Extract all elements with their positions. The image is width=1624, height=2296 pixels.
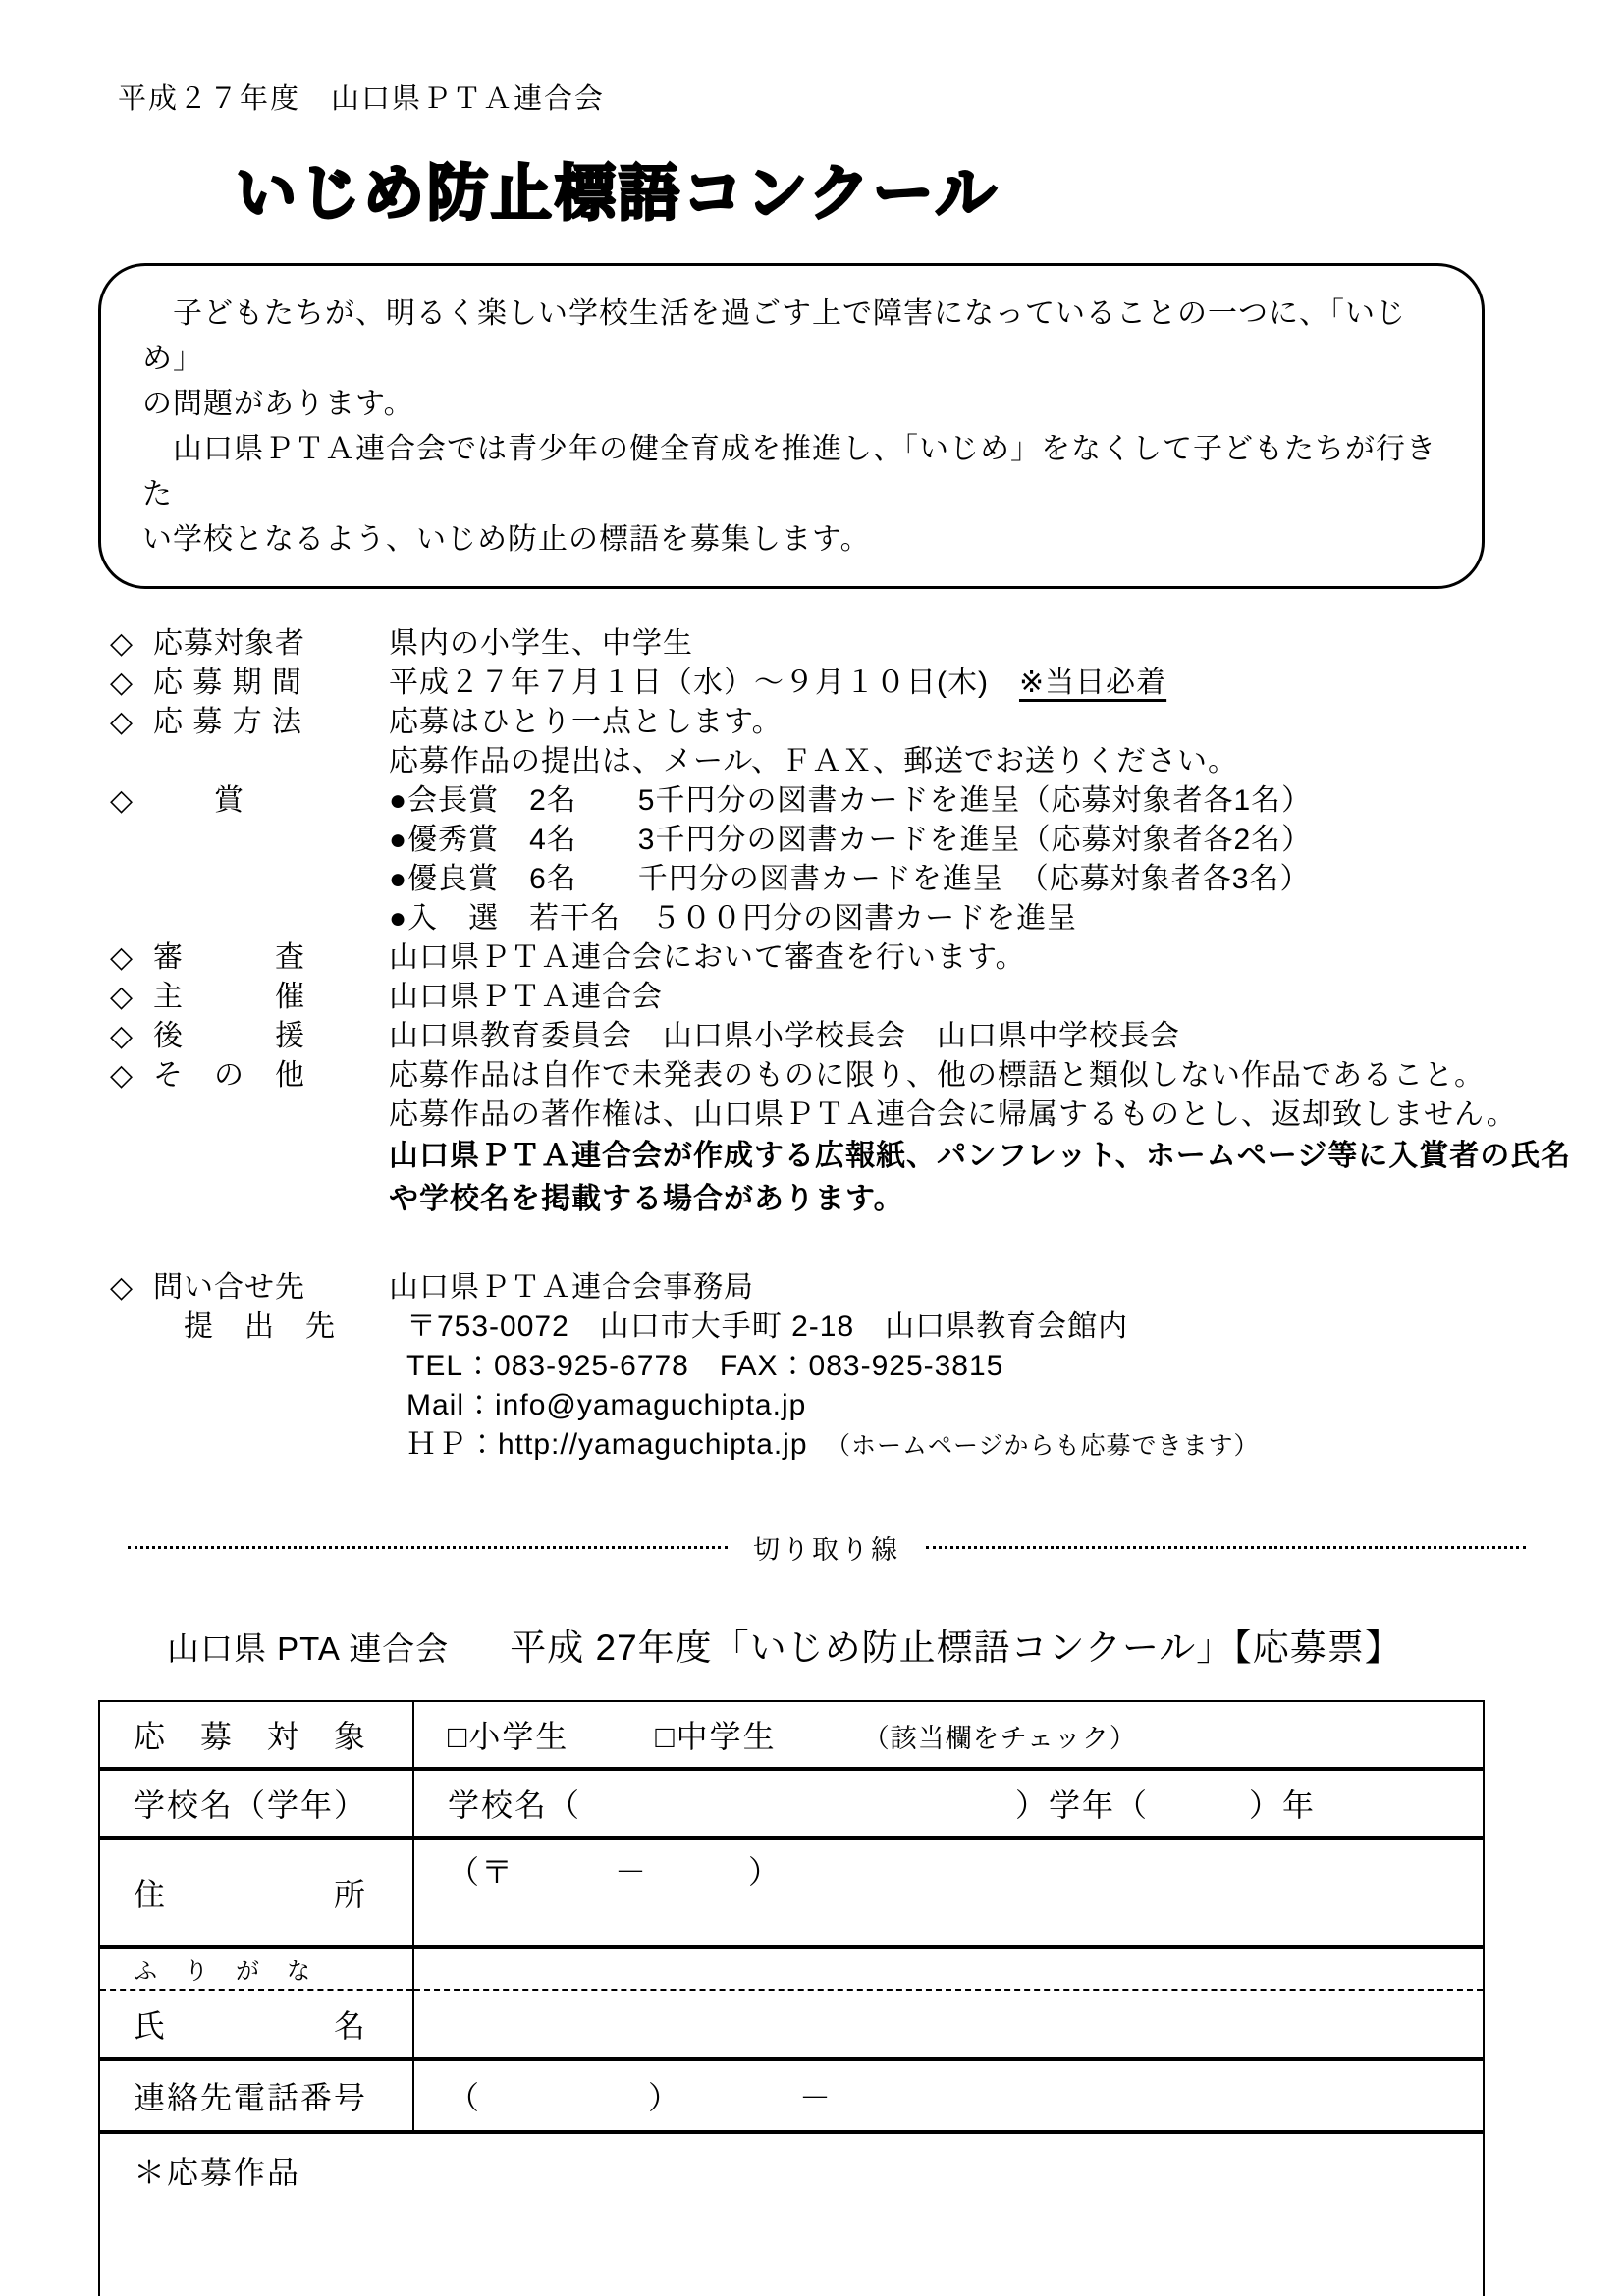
detail-line-other-1 bbox=[110, 1056, 1624, 1095]
row-name bbox=[99, 1990, 1484, 2059]
entry-org: 山口県 PTA 連合会 bbox=[167, 1630, 450, 1667]
entry-work-field: ＊応募作品 bbox=[99, 2132, 1484, 2296]
name-label: 氏 名 bbox=[99, 1990, 413, 2059]
tel-fax: TEL：083-925-6778 FAX：083-925-3815 bbox=[406, 1350, 1004, 1382]
row-furigana bbox=[99, 1947, 1484, 1990]
diamond-icon: ◇ bbox=[110, 706, 135, 738]
entry-title: 平成 27年度「いじめ防止標語コンクール」【応募票】 bbox=[510, 1628, 1402, 1668]
doc-title: いじめ防止標語コンクール bbox=[236, 160, 1000, 228]
target-label: 応 募 対 象 bbox=[99, 1701, 413, 1769]
row-school bbox=[99, 1769, 1484, 1838]
detail-line-prize-1 bbox=[110, 781, 1624, 821]
intro-line: い学校となるよう、いじめ防止の標語を募集します。 bbox=[142, 523, 871, 556]
detail-text: 応募作品の提出は、メール、ＦＡＸ、郵送でお送りください。 bbox=[389, 745, 1238, 777]
diamond-icon: ◇ bbox=[110, 941, 135, 974]
diamond-icon: ◇ bbox=[110, 1059, 135, 1092]
doc-header-line: 平成２７年度 山口県ＰＴＡ連合会 bbox=[118, 83, 606, 115]
entry-form-header bbox=[167, 1618, 1624, 1671]
cut-line-label: 切り取り線 bbox=[753, 1535, 900, 1565]
detail-text: ●会長賞 2名 5千円分の図書カードを進呈（応募対象者各1名） bbox=[389, 784, 1313, 817]
phone-label: 連絡先電話番号 bbox=[99, 2059, 413, 2132]
detail-line-method-2 bbox=[110, 742, 1624, 781]
detail-text: 応募はひとり一点とします。 bbox=[389, 706, 783, 738]
detail-label: 審 査 bbox=[153, 941, 305, 974]
detail-text: 山口県ＰＴＡ連合会 bbox=[389, 981, 663, 1013]
cut-line bbox=[128, 1528, 1526, 1567]
furigana-field bbox=[413, 1947, 1484, 1990]
mail-address: Mail：info@yamaguchipta.jp bbox=[406, 1389, 807, 1421]
detail-label: 賞 bbox=[153, 784, 244, 817]
diamond-icon: ◇ bbox=[110, 667, 135, 699]
detail-label: 後 援 bbox=[153, 1020, 305, 1052]
detail-line-judging bbox=[110, 938, 1624, 978]
intro-line: 山口県ＰＴＡ連合会では青少年の健全育成を推進し、「いじめ」をなくして子どもたちが行きた bbox=[142, 433, 1436, 510]
detail-text: ●入 選 若干名 ５００円分の図書カードを進呈 bbox=[389, 902, 1078, 934]
checkbox-junior-high: □中学生 bbox=[655, 1719, 777, 1754]
detail-line-other-3-bold bbox=[110, 1135, 1624, 1221]
intro-box bbox=[98, 263, 1485, 589]
detail-text: ●優秀賞 4名 3千円分の図書カードを進呈（応募対象者各2名） bbox=[389, 824, 1313, 856]
row-target bbox=[99, 1701, 1484, 1769]
detail-line-target-audience bbox=[110, 624, 1624, 664]
detail-label: 主 催 bbox=[153, 981, 305, 1013]
intro-line: の問題があります。 bbox=[142, 388, 414, 420]
detail-line-method bbox=[110, 703, 1624, 742]
detail-line-support bbox=[110, 1017, 1624, 1056]
postal-address: 〒753-0072 山口市大手町 2-18 山口県教育会館内 bbox=[406, 1310, 1129, 1343]
detail-line-other-2 bbox=[110, 1095, 1624, 1135]
row-entry-work bbox=[99, 2132, 1484, 2296]
contact-label: 提 出 先 bbox=[153, 1310, 336, 1343]
dotted-line-right bbox=[926, 1546, 1526, 1549]
detail-label: 応 募 期 間 bbox=[153, 667, 303, 699]
detail-line-period bbox=[110, 664, 1624, 703]
detail-text-bold: 山口県ＰＴＡ連合会が作成する広報紙、パンフレット、ホームページ等に入賞者の氏名や学校名を掲載する場合があります。 bbox=[389, 1140, 1572, 1215]
detail-text: 山口県ＰＴＡ連合会において審査を行います。 bbox=[389, 941, 1026, 974]
diamond-icon: ◇ bbox=[110, 1020, 135, 1052]
entry-form-table bbox=[98, 1700, 1485, 2296]
name-field bbox=[413, 1990, 1484, 2059]
hp-note: （ホームページからも応募できます） bbox=[838, 1432, 1260, 1460]
detail-line-prize-3 bbox=[110, 860, 1624, 899]
row-phone bbox=[99, 2059, 1484, 2132]
school-label: 学校名（学年） bbox=[99, 1769, 413, 1838]
phone-field: （ ） － bbox=[413, 2059, 1484, 2132]
detail-text: ●優良賞 6名 千円分の図書カードを進呈 （応募対象者各3名） bbox=[389, 863, 1311, 895]
school-field: 学校名（ ）学年（ ）年 bbox=[413, 1769, 1484, 1838]
dotted-line-left bbox=[128, 1546, 728, 1549]
detail-text: 山口県教育委員会 山口県小学校長会 山口県中学校長会 bbox=[389, 1020, 1180, 1052]
target-options bbox=[413, 1701, 1484, 1769]
diamond-icon: ◇ bbox=[110, 1271, 135, 1304]
furigana-label: ふ り が な bbox=[99, 1947, 413, 1990]
contact-block bbox=[110, 1268, 1624, 1466]
details-list bbox=[110, 624, 1624, 1466]
detail-text: 県内の小学生、中学生 bbox=[389, 627, 693, 660]
detail-line-host bbox=[110, 978, 1624, 1017]
contact-line-tel-fax bbox=[110, 1347, 1624, 1386]
checkbox-elementary: □小学生 bbox=[448, 1719, 569, 1754]
deadline-note: ※当日必着 bbox=[1018, 667, 1167, 699]
contact-label: 問い合せ先 bbox=[153, 1271, 305, 1304]
row-address bbox=[99, 1838, 1484, 1947]
contact-line-inquiry bbox=[110, 1268, 1624, 1308]
check-note: （該当欄をチェック） bbox=[862, 1724, 1137, 1753]
intro-line: 子どもたちが、明るく楽しい学校生活を過ごす上で障害になっていることの一つに、「いじめ」 bbox=[142, 297, 1406, 375]
detail-label: そ の 他 bbox=[153, 1059, 305, 1092]
detail-text: 平成２７年７月１日（水）～９月１０日(木) ※当日必着 bbox=[389, 667, 1167, 699]
contact-line-mail bbox=[110, 1386, 1624, 1425]
detail-line-prize-4 bbox=[110, 899, 1624, 938]
detail-label: 応募対象者 bbox=[153, 627, 305, 660]
homepage-url: ＨＰ：http://yamaguchipta.jp （ホームページからも応募できます） bbox=[406, 1428, 1260, 1461]
detail-line-prize-2 bbox=[110, 821, 1624, 860]
detail-label: 応 募 方 法 bbox=[153, 706, 303, 738]
diamond-icon: ◇ bbox=[110, 981, 135, 1013]
detail-text: 応募作品の著作権は、山口県ＰＴＡ連合会に帰属するものとし、返却致しません。 bbox=[389, 1098, 1517, 1131]
contact-text: 山口県ＰＴＡ連合会事務局 bbox=[389, 1271, 754, 1304]
detail-text: 応募作品は自作で未発表のものに限り、他の標語と類似しない作品であること。 bbox=[389, 1059, 1485, 1092]
address-label: 住 所 bbox=[99, 1838, 413, 1947]
diamond-icon: ◇ bbox=[110, 627, 135, 660]
address-field: （〒 － ） bbox=[413, 1838, 1484, 1947]
diamond-icon: ◇ bbox=[110, 784, 135, 817]
contact-line-hp bbox=[110, 1425, 1624, 1466]
contact-line-address bbox=[110, 1308, 1624, 1347]
